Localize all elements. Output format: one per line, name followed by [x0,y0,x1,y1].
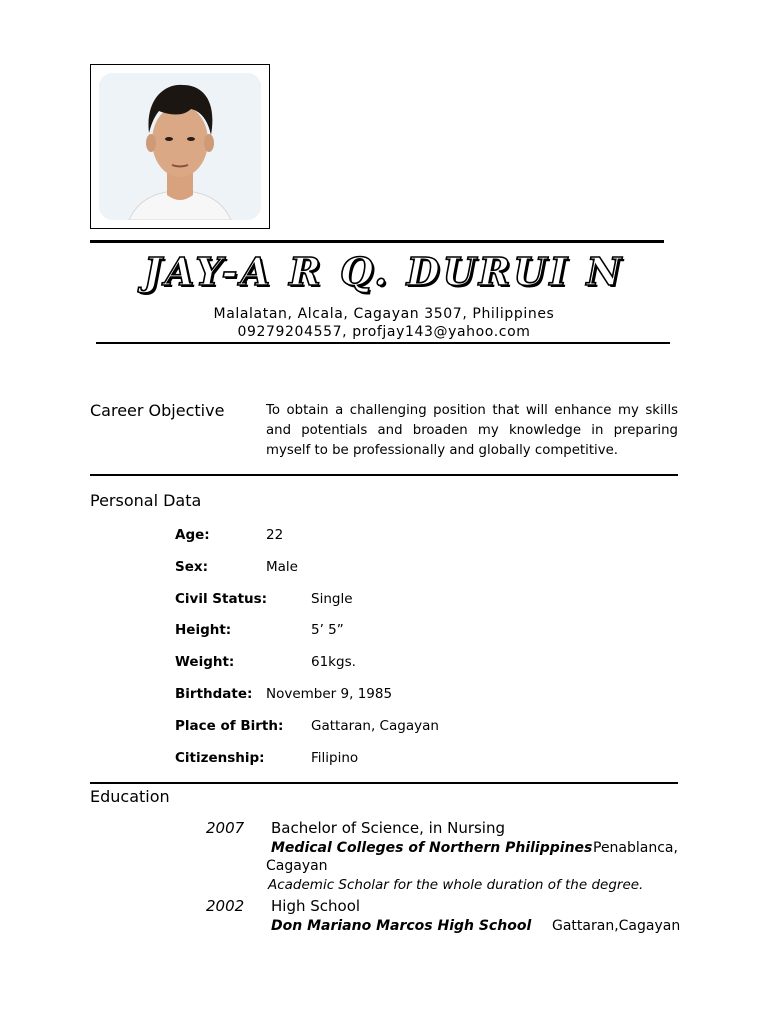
education-location: Gattaran,Cagayan [552,918,681,934]
section-divider [90,474,678,476]
civil-status-value: Single [311,591,353,607]
weight-label: Weight: [175,654,235,670]
sex-value: Male [266,559,298,575]
education-note: Academic Scholar for the whole duration of the degree. [268,877,644,893]
career-objective-text: To obtain a challenging position that will enhance my skills and potentials and broaden my knowledge in preparing myself to be professionally and globally competitive. [266,403,678,458]
contact-line: 09279204557, profjay143@yahoo.com [237,324,531,340]
place-of-birth-label: Place of Birth: [175,718,284,734]
person-portrait-icon [99,73,261,220]
education-year: 2002 [206,897,245,915]
education-year: 2007 [206,819,245,837]
candidate-name: JAY-A R Q. DURUI N [143,249,625,294]
profile-photo-frame [90,64,270,229]
education-school: Medical Colleges of Northern Philippines [271,840,593,856]
education-school: Don Mariano Marcos High School [271,918,532,934]
career-objective-heading: Career Objective [90,401,225,420]
education-location-continued: Cagayan [266,858,328,874]
place-of-birth-value: Gattaran, Cagayan [311,718,439,734]
education-heading: Education [90,787,170,806]
citizenship-label: Citizenship: [175,750,265,766]
sex-label: Sex: [175,559,208,575]
birthdate-value: November 9, 1985 [266,686,393,702]
civil-status-label: Civil Status: [175,591,268,607]
birthdate-label: Birthdate: [175,686,253,702]
education-degree: High School [271,897,361,915]
address-line: Malalatan, Alcala, Cagayan 3507, Philippines [213,306,555,322]
education-location: Penablanca, [593,840,678,856]
education-degree: Bachelor of Science, in Nursing [271,819,506,837]
personal-data-heading: Personal Data [90,491,202,510]
header-top-rule [90,240,664,243]
age-label: Age: [175,527,210,543]
weight-value: 61kgs. [311,654,356,670]
section-divider [90,782,678,784]
height-label: Height: [175,622,232,638]
header-bottom-rule [96,342,670,344]
citizenship-value: Filipino [311,750,359,766]
age-value: 22 [266,527,284,543]
height-value: 5’ 5” [311,622,344,638]
profile-photo [99,73,261,220]
